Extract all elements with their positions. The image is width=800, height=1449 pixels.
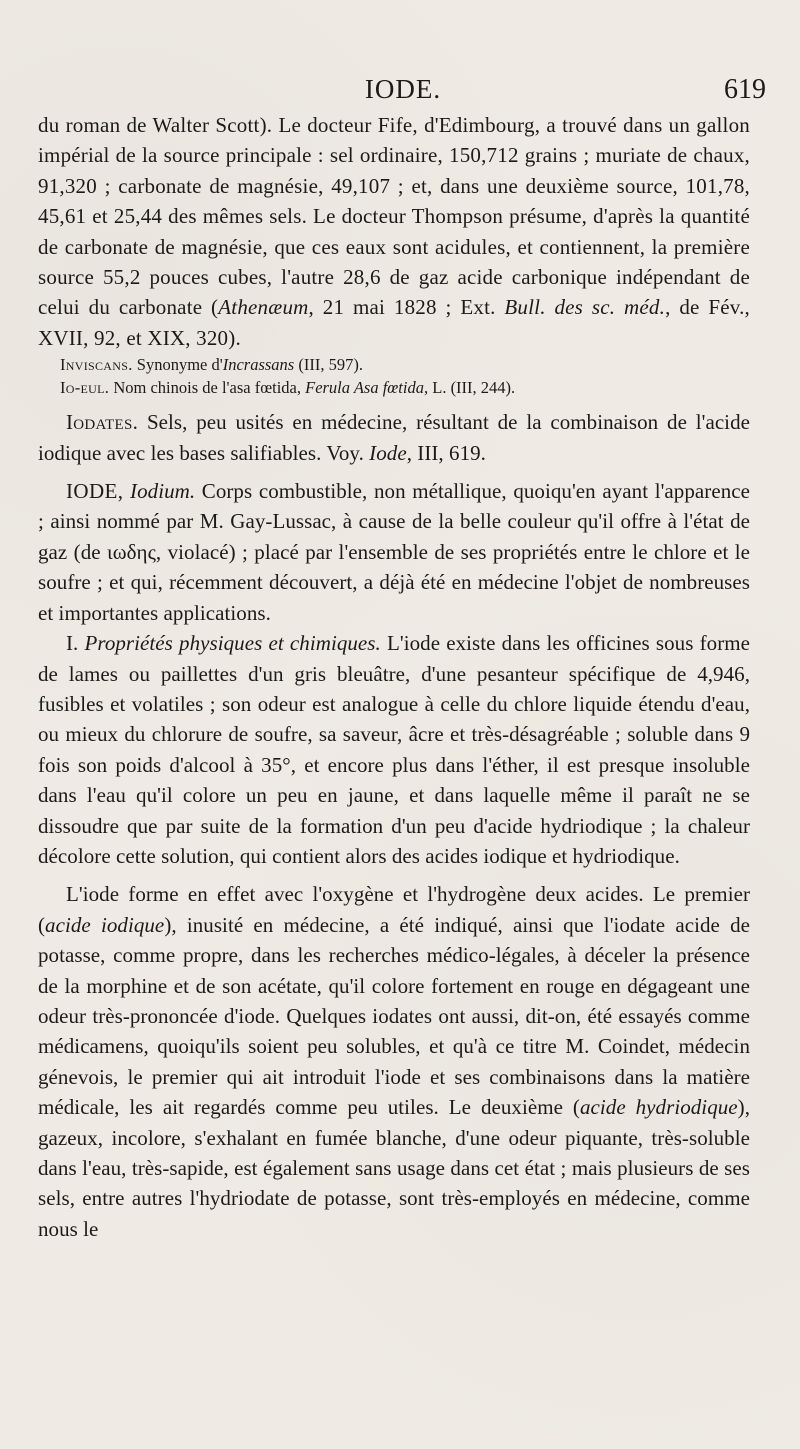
entry-inviscans: [38, 354, 750, 376]
paragraph-text: , de Fév., XVII, 92, et XIX, 320).: [38, 295, 751, 350]
paragraph-text: , 21 mai 1828 ; Ext.: [308, 295, 505, 320]
acids-paragraph: [38, 879, 750, 1244]
cross-reference: Iode: [369, 440, 407, 465]
paragraph-text: du roman de Walter Scott). Le docteur Fife, d'Edimbourg, a trouvé dans un gallon impérial de la source principale : sel ordinaire, 150,712 grains ; muriate de chaux, 91,320 ; carbonate de magnésie, 49,107 ; et, dans une deuxième source, 101,78, 45,61 et 25,44 des mêmes sels. Le docteur Thompson présume, d'après la quantité de carbonate de magnésie, que ces eaux sont acidules, et contiennent, la première source 55,2 pouces cubes, l'autre 28,6 de gaz acide carbonique indépendant de celui du carbonate (: [38, 113, 750, 320]
entry-text: Corps combustible, non métallique, quoiqu'en ayant l'apparence ; ainsi nommé par M. Gay-Lussac, à cause de la belle couleur qu'il offre à l'état de gaz (de ιωδης, violacé) ; placé par l'ensemble de ses propriétés entre le chlore et le soufre ; et qui, récemment découvert, a déjà été en médecine l'objet de nombreuses et importantes applications.: [38, 479, 750, 625]
properties-section: [38, 628, 750, 871]
entry-text: Synonyme d': [132, 355, 223, 375]
entry-italic: Incrassans: [222, 355, 295, 375]
entry-text: Nom chinois de l'asa fœtida,: [109, 378, 306, 398]
paragraph-continuation: [38, 110, 750, 353]
paragraph-text: ), gazeux, incolore, s'exhalant en fumée blanche, d'une odeur piquante, très-soluble dans l'eau, très-sapide, est également sans usage dans cet état ; mais plusieurs de ses sels, entre autres l'hydriodate de potasse, sont très-employés en médecine, comme nous le: [38, 1095, 751, 1241]
entry-iodates: [38, 407, 750, 468]
page-number: 619: [724, 74, 766, 105]
entry-term: Io-eul.: [60, 378, 110, 398]
entry-text: , III, 619.: [406, 440, 486, 465]
paragraph-text: L'iode forme en effet avec l'oxygène et l'hydrogène deux acides. Le premier (: [38, 882, 750, 937]
entry-io-eul: [38, 377, 750, 399]
entry-term: IODE,: [66, 479, 124, 504]
page-header: [40, 74, 766, 108]
section-text: L'iode existe dans les officines sous forme de lames ou paillettes d'un gris bleuâtre, d'une pesanteur spécifique de 4,946, fusibles et volatiles ; son odeur est analogue à celle du chlore liquide étendu d'eau, ou mieux du chlorure de soufre, sa saveur, âcre et très-désagréable ; soluble dans 9 fois son poids d'alcool à 35°, et encore plus dans l'éther, il est presque insoluble dans l'eau qu'il colore un peu en jaune, et dans laquelle même il paraît ne se dissoudre que par suite de la formation d'un peu d'acide hydriodique ; la chaleur décolore cette solution, qui contient alors des acides iodique et hydriodique.: [38, 631, 750, 868]
entry-text: Sels, peu usités en médecine, résultant de la combinaison de l'acide iodique avec les bases salifiables. Voy.: [38, 410, 750, 465]
latin-name: Iodium.: [130, 479, 196, 504]
entry-term: Iodates.: [66, 410, 139, 435]
paragraph-text: ), inusité en médecine, a été indiqué, ainsi que l'iodate acide de potasse, comme propre, dans les recherches médico-légales, à déceler la présence de la morphine et de son acétate, qu'il colore fortement en rouge en dégageant une odeur très-prononcée d'iode. Quelques iodates ont aussi, dit-on, été essayés comme médicamens, quoiqu'ils soient peu solubles, et qu'à ce titre M. Coindet, médecin génevois, le premier qui ait introduit l'iode et ses combinaisons dans la matière médicale, les ait regardés comme peu utiles. Le deuxième (: [38, 912, 750, 1120]
entry-italic: Ferula Asa fœtida: [305, 378, 424, 398]
section-number: I.: [66, 631, 79, 656]
entry-iode: [38, 476, 750, 628]
entry-text: (III, 597).: [294, 355, 363, 375]
main-text: [38, 110, 750, 1244]
source-title: Bull. des sc. méd.: [504, 295, 666, 320]
running-head: IODE.: [364, 74, 442, 104]
section-heading: Propriétés physiques et chimiques.: [84, 631, 381, 656]
entry-text: , L. (III, 244).: [423, 378, 516, 398]
source-title: Athenæum: [218, 295, 309, 320]
entry-term: Inviscans.: [60, 355, 133, 375]
acid-name: acide iodique: [45, 912, 165, 937]
acid-name: acide hydriodique: [579, 1095, 738, 1120]
